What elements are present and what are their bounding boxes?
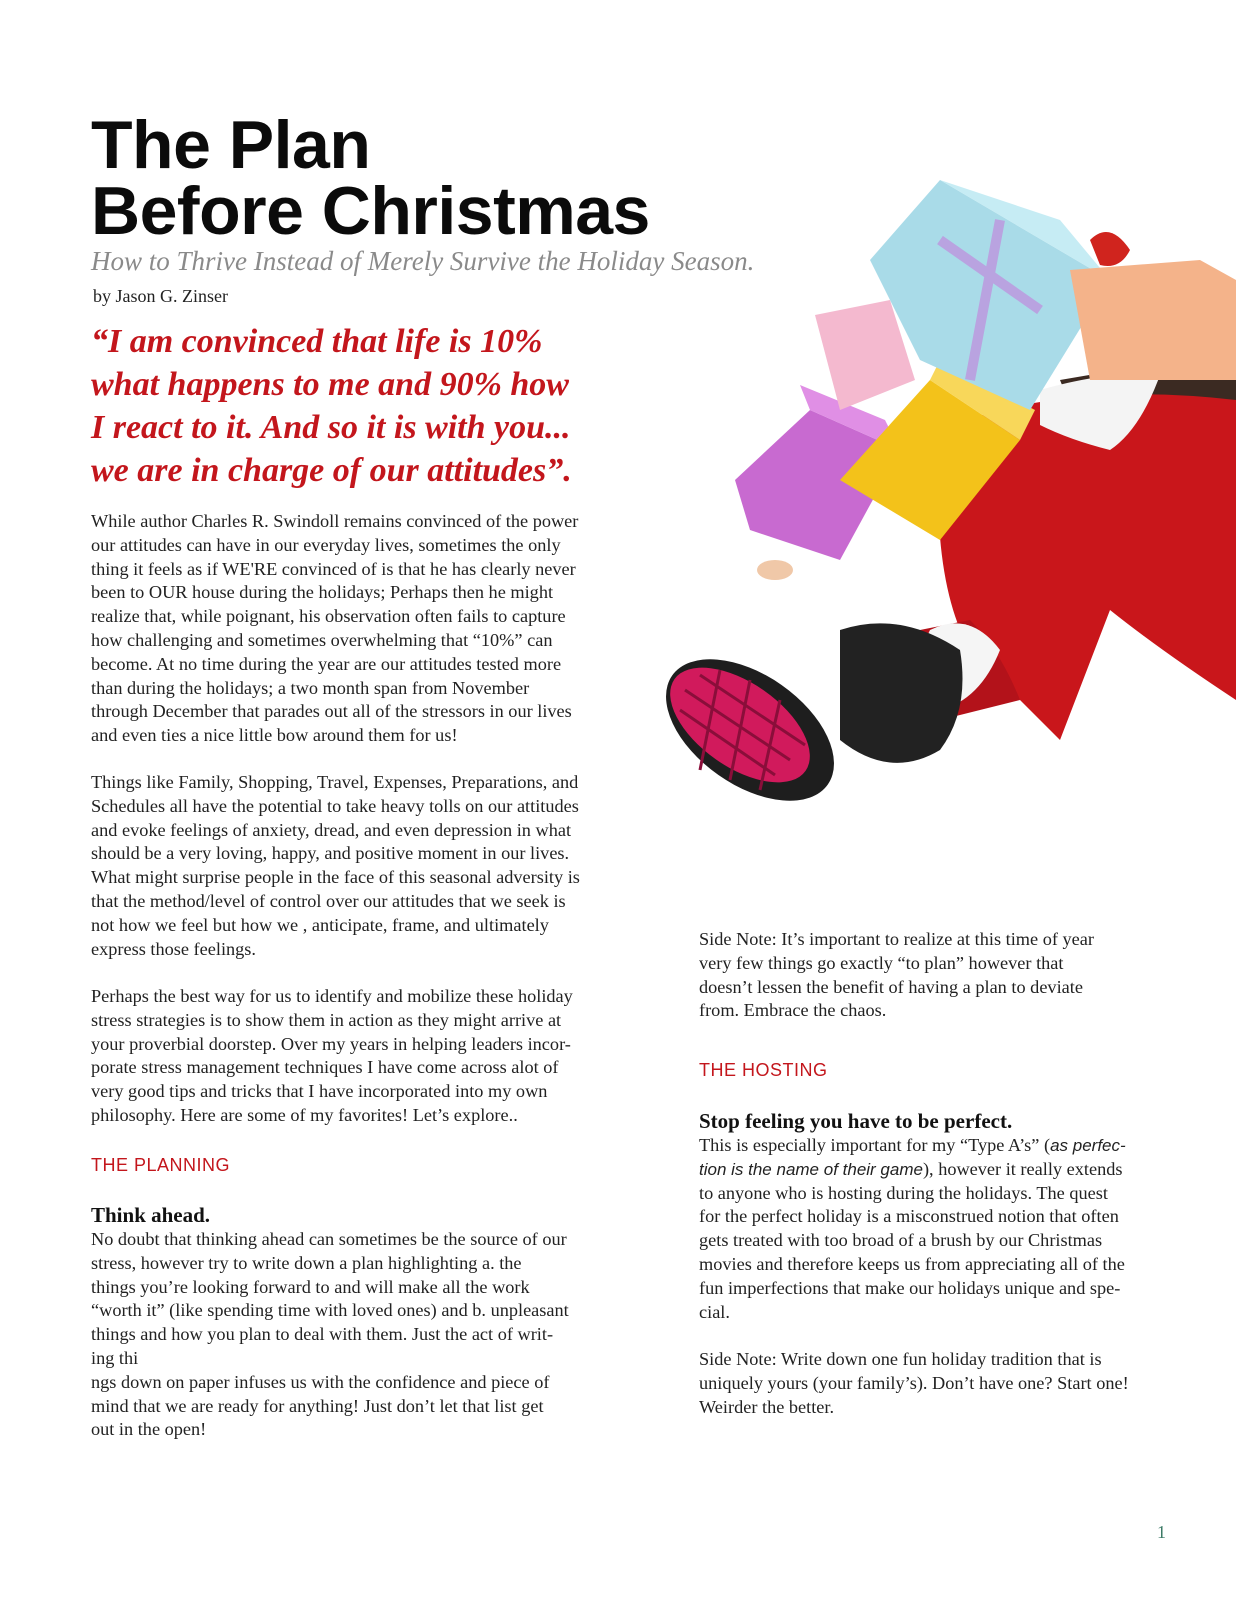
- intro-paragraph-3: [91, 985, 631, 1128]
- text-line: our attitudes can have in our everyday lives, sometimes the only: [91, 534, 561, 555]
- text-line: and evoke feelings of anxiety, dread, and even depression in what: [91, 819, 572, 840]
- text-line: mind that we are ready for anything! Just don’t let that list get: [91, 1395, 544, 1416]
- text-line: fun imperfections that make our holidays unique and spe-: [699, 1277, 1121, 1298]
- santa-gifts-illustration: [640, 180, 1236, 920]
- text-line: Side Note: Write down one fun holiday tradition that is: [699, 1349, 1102, 1369]
- text-line: cial.: [699, 1301, 730, 1322]
- pull-quote: [91, 320, 691, 492]
- italic-span: tion is the name of their game: [699, 1159, 923, 1179]
- text-line: Weirder the better.: [699, 1396, 835, 1417]
- intro-paragraph-1: [91, 510, 631, 748]
- text-line: gets treated with too broad of a brush by our Christmas: [699, 1230, 1103, 1251]
- text-line: stress strategies is to show them in action as they might arrive at: [91, 1009, 562, 1030]
- planning-body: [91, 1228, 631, 1442]
- text-line: doesn’t lessen the benefit of having a plan to deviate: [699, 976, 1083, 997]
- text-line: than during the holidays; a two month span from November: [91, 677, 530, 698]
- intro-paragraph-2: [91, 771, 631, 961]
- pull-quote-line: I react to it. And so it is with you...: [91, 409, 571, 446]
- article-title: [91, 107, 650, 249]
- section-heading-hosting: THE HOSTING: [699, 1060, 828, 1080]
- text-line: become. At no time during the year are our attitudes tested more: [91, 653, 562, 674]
- text-line: very good tips and tricks that I have incorporated into my own: [91, 1081, 548, 1102]
- text-line: stress, however try to write down a plan highlighting a. the: [91, 1252, 522, 1273]
- text-line: to anyone who is hosting during the holidays. The quest: [699, 1182, 1108, 1203]
- text-line: that the method/level of control over our attitudes that we seek is: [91, 890, 566, 911]
- text-line: Side Note: It’s important to realize at this time of year: [699, 929, 1094, 949]
- text-line: ngs down on paper infuses us with the confidence and piece of: [91, 1371, 550, 1392]
- side-note-hosting: [699, 1348, 1164, 1419]
- subheading-think-ahead: Think ahead.: [91, 1203, 211, 1227]
- santa-boot: [641, 623, 963, 829]
- text-line: philosophy. Here are some of my favorites! Let’s explore..: [91, 1104, 518, 1125]
- text-line: things you’re looking forward to and will make all the work: [91, 1276, 530, 1297]
- pull-quote-line: we are in charge of our attitudes”.: [91, 452, 572, 489]
- article-subtitle: How to Thrive Instead of Merely Survive the Holiday Season.: [91, 246, 755, 276]
- hosting-body: [699, 1134, 1164, 1324]
- text-line: thing it feels as if WE'RE convinced of is that he has clearly never: [91, 558, 576, 579]
- subheading-stop-perfect: Stop feeling you have to be perfect.: [699, 1109, 1013, 1133]
- text-line: out in the open!: [91, 1419, 207, 1440]
- text-span: ), however it really extends: [922, 1158, 1123, 1179]
- text-line: uniquely yours (your family’s). Don’t have one? Start one!: [699, 1372, 1129, 1393]
- text-line: Perhaps the best way for us to identify and mobilize these holiday: [91, 986, 573, 1006]
- pull-quote-line: “I am convinced that life is 10%: [91, 323, 543, 360]
- text-line: realize that, while poignant, his observation often fails to capture: [91, 606, 566, 627]
- text-line: things and how you plan to deal with them. Just the act of writ-: [91, 1324, 554, 1345]
- text-line: movies and therefore keeps us from appreciating all of the: [699, 1253, 1125, 1274]
- text-line: Things like Family, Shopping, Travel, Expenses, Preparations, and: [91, 772, 579, 792]
- text-line: ing thi: [91, 1347, 139, 1368]
- page-number: 1: [1157, 1522, 1166, 1542]
- text-line: [699, 1158, 1164, 1182]
- text-line: porate stress management techniques I have come across alot of: [91, 1057, 559, 1078]
- text-line: express those feelings.: [91, 938, 256, 959]
- text-line: been to OUR house during the holidays; Perhaps then he might: [91, 582, 554, 603]
- article-byline: by Jason G. Zinser: [93, 286, 228, 306]
- text-line: for the perfect holiday is a misconstrued notion that often: [699, 1206, 1119, 1227]
- text-line: your proverbial doorstep. Over my years in helping leaders incor-: [91, 1033, 571, 1054]
- text-line: “worth it” (like spending time with loved ones) and b. unpleasant: [91, 1300, 569, 1321]
- text-line: how challenging and sometimes overwhelming that “10%” can: [91, 629, 553, 650]
- text-line: No doubt that thinking ahead can sometimes be the source of our: [91, 1229, 567, 1249]
- text-line: Schedules all have the potential to take heavy tolls on our attitudes: [91, 795, 579, 816]
- text-line: not how we feel but how we , anticipate, frame, and ultimately: [91, 914, 549, 935]
- side-note-planning: [699, 928, 1164, 1023]
- title-line-1: The Plan: [91, 107, 371, 183]
- text-line: [699, 1134, 1164, 1158]
- text-line: very few things go exactly “to plan” however that: [699, 952, 1064, 973]
- section-heading-planning: THE PLANNING: [91, 1155, 231, 1175]
- italic-span: as perfec-: [1050, 1136, 1126, 1155]
- title-line-2: Before Christmas: [91, 173, 650, 249]
- text-line: and even ties a nice little bow around them for us!: [91, 725, 458, 746]
- text-line: should be a very loving, happy, and positive moment in our lives.: [91, 843, 570, 864]
- pull-quote-line: what happens to me and 90% how: [91, 366, 569, 403]
- text-span: This is especially important for my “Type A’s” (: [699, 1135, 1051, 1155]
- text-line: from. Embrace the chaos.: [699, 1000, 887, 1021]
- text-line: While author Charles R. Swindoll remains convinced of the power: [91, 511, 579, 531]
- text-line: through December that parades out all of the stressors in our lives: [91, 701, 572, 722]
- text-line: What might surprise people in the face of this seasonal adversity is: [91, 867, 580, 888]
